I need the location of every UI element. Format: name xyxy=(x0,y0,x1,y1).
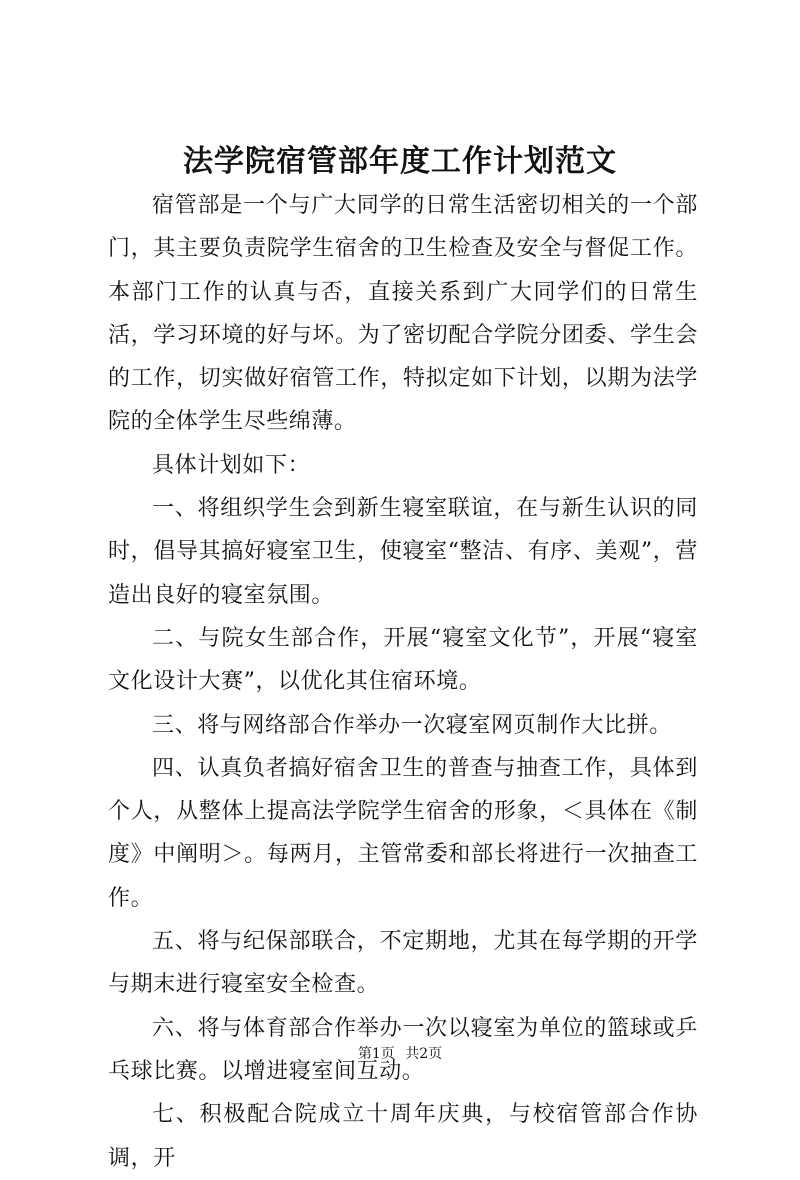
page-number: 第1页 xyxy=(357,1046,395,1062)
document-body xyxy=(108,184,698,1180)
paragraph-intro: 宿管部是一个与广大同学的日常生活密切相关的一个部门，其主要负责院学生宿舍的卫生检查及安全与督促工作。本部门工作的认真与否，直接关系到广大同学们的日常生活，学习环境的好与坏。为了密切配合学院分团委、学生会的工作，切实做好宿管工作，特拟定如下计划，以期为法学院的全体学生尽些绵薄。 xyxy=(108,193,698,435)
page-footer xyxy=(0,1044,800,1064)
document-title: 法学院宿管部年度工作计划范文 xyxy=(183,144,617,179)
paragraph-item-6: 六、将与体育部合作举办一次以寝室为单位的篮球或乒乓球比赛。以增进寝室间互动。 xyxy=(108,1015,698,1084)
page-total: 共2页 xyxy=(405,1046,443,1062)
paragraph-item-1: 一、将组织学生会到新生寝室联谊，在与新生认识的同时，倡导其搞好寝室卫生，使寝室“整洁、有序、美观”，营造出良好的寝室氛围。 xyxy=(108,496,698,608)
paragraph-item-3: 三、将与网络部合作举办一次寝室网页制作大比拼。 xyxy=(152,712,672,738)
paragraph-item-4: 四、认真负者搞好宿舍卫生的普查与抽查工作，具体到个人，从整体上提高法学院学生宿舍的形象，＜具体在《制度》中阐明＞。每两月，主管常委和部长将进行一次抽查工作。 xyxy=(108,755,698,911)
paragraph-item-2: 二、与院女生部合作，开展“寝室文化节”，开展“寝室文化设计大赛”，以优化其住宿环境。 xyxy=(108,625,698,695)
paragraph-plan-heading: 具体计划如下： xyxy=(152,452,311,478)
paragraph-item-5: 五、将与纪保部联合，不定期地，尤其在每学期的开学与期末进行寝室安全检查。 xyxy=(108,929,698,998)
paragraph-item-7: 七、积极配合院成立十周年庆典，与校宿管部合作协调，开 xyxy=(108,1102,698,1171)
